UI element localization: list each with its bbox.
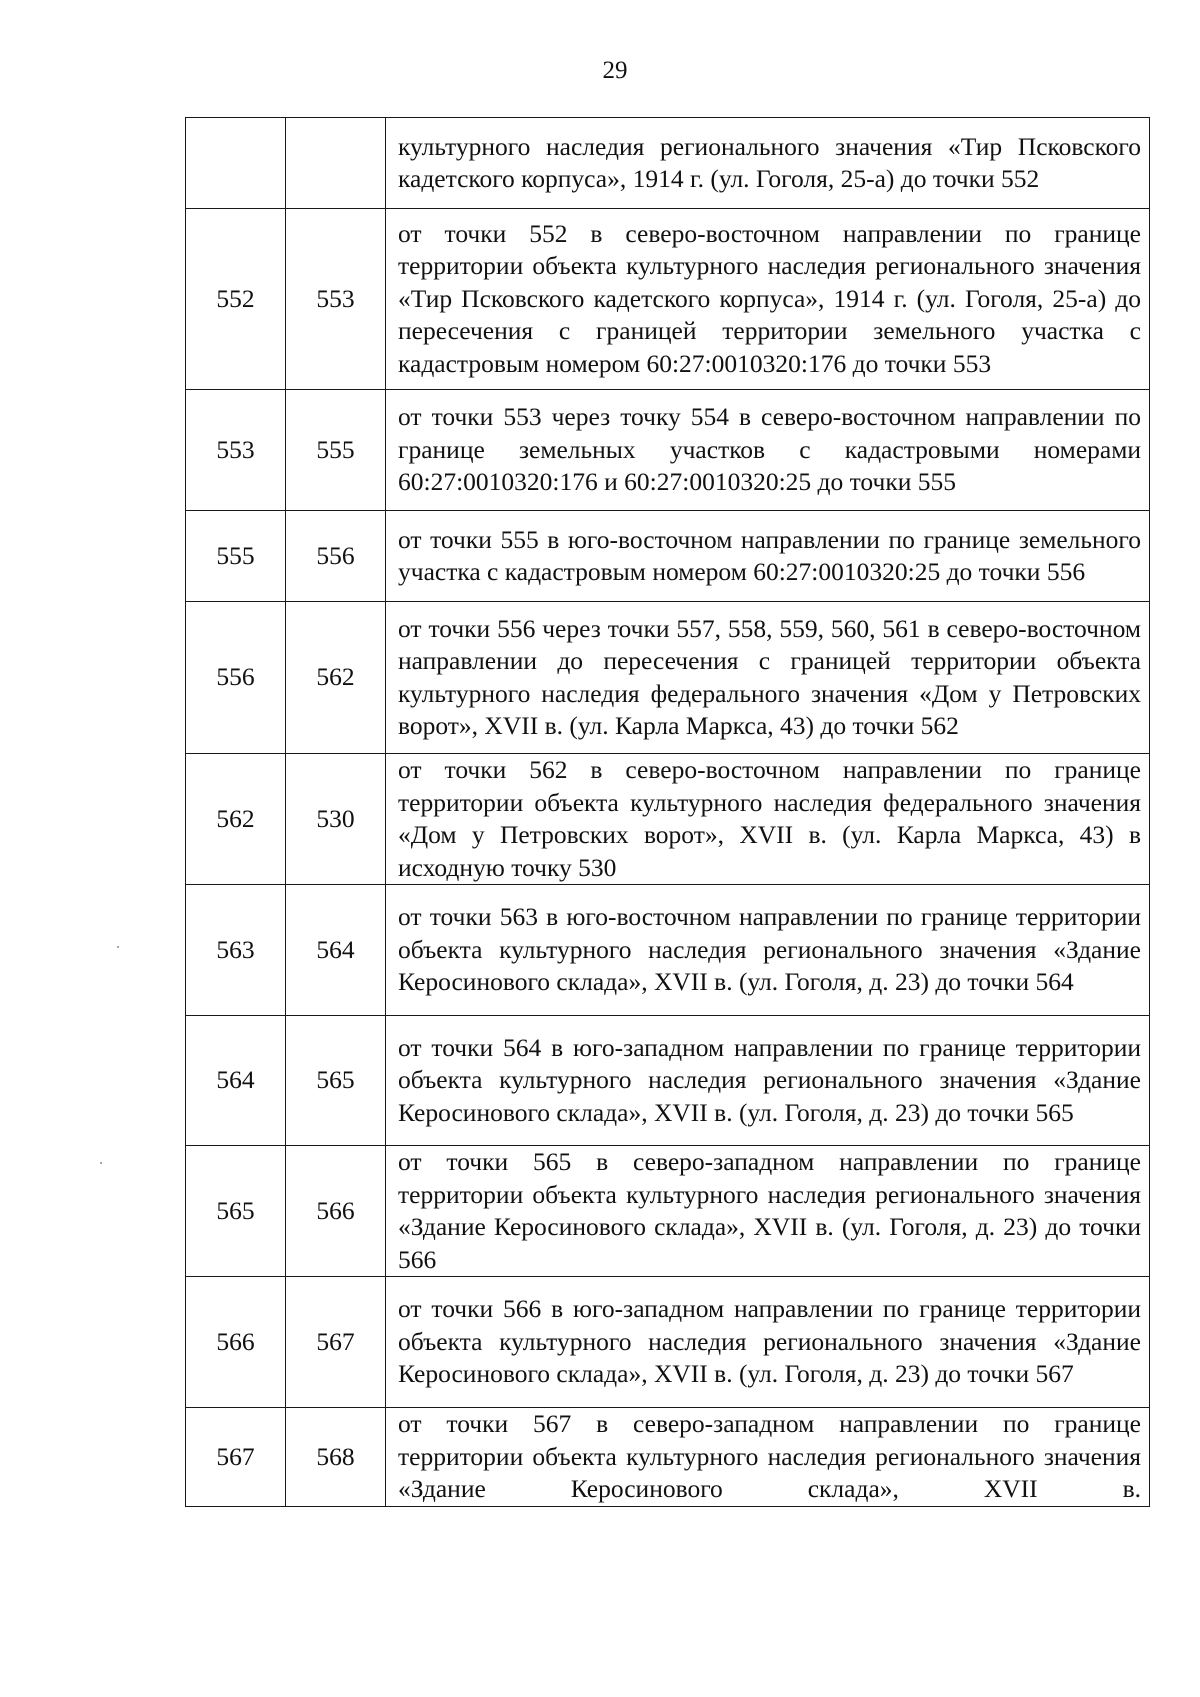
point-to-cell [286,118,386,209]
table-row [186,602,1150,754]
point-to-cell: 564 [286,885,386,1016]
point-from-cell: 553 [186,390,286,511]
route-description-text: от точки 555 в юго-восточном направлении по границе земельного участка с кадастровым номером 60:27:0010320:25 до точки 556 [398,524,1141,586]
point-from-cell: 565 [186,1146,286,1277]
point-to-cell: 567 [286,1277,386,1408]
point-from-cell: 562 [186,754,286,885]
point-to-cell: 568 [286,1408,386,1507]
table-row [186,754,1150,885]
scan-speck [117,946,119,948]
scan-speck [100,1162,102,1164]
route-description-text: от точки 556 через точки 557, 558, 559, 560, 561 в северо-восточном направлении до пересечения с границей территории объекта культурного наследия федерального значения «Дом у Петровских ворот», XVII в. (ул. Карла Маркса, 43) до точки 562 [398,613,1141,740]
point-from-cell: 563 [186,885,286,1016]
route-description-cell [386,118,1150,209]
route-description-cell [386,1408,1150,1507]
route-description-text: культурного наследия регионального значения «Тир Псковского кадетского корпуса», 1914 г. (ул. Гоголя, 25-а) до точки 552 [398,131,1141,193]
point-from-cell: 567 [186,1408,286,1507]
table-row [186,511,1150,602]
point-from-cell: 556 [186,602,286,754]
route-description-text: от точки 563 в юго-восточном направлении по границе территории объекта культурного наследия регионального значения «Здание Керосинового склада», XVII в. (ул. Гоголя, д. 23) до точки 564 [398,902,1141,997]
table-row [186,1146,1150,1277]
point-to-cell: 556 [286,511,386,602]
point-to-cell: 566 [286,1146,386,1277]
table-row [186,885,1150,1016]
point-to-cell: 565 [286,1016,386,1146]
route-description-cell [386,1146,1150,1277]
point-to-cell: 555 [286,390,386,511]
table-row [186,209,1150,390]
route-description-text: от точки 566 в юго-западном направлении по границе территории объекта культурного наследия регионального значения «Здание Керосинового склада», XVII в. (ул. Гоголя, д. 23) до точки 567 [398,1294,1141,1389]
route-description-text: от точки 567 в северо-западном направлении по границе территории объекта культурного наследия регионального значения «Здание Керосинового склада», XVII в. [398,1409,1141,1503]
table-row [186,390,1150,511]
route-description-text: от точки 562 в северо-восточном направлении по границе территории объекта культурного наследия федерального значения «Дом у Петровских ворот», XVII в. (ул. Карла Маркса, 43) в исходную точку 530 [398,755,1141,882]
point-from-cell: 566 [186,1277,286,1408]
route-description-cell [386,1016,1150,1146]
route-description-cell [386,885,1150,1016]
page-number: 29 [602,57,628,84]
point-to-cell: 553 [286,209,386,390]
route-description-cell [386,511,1150,602]
point-from-cell: 555 [186,511,286,602]
route-description-text: от точки 565 в северо-западном направлении по границе территории объекта культурного наследия регионального значения «Здание Керосинового склада», XVII в. (ул. Гоголя, д. 23) до точки 566 [398,1147,1141,1274]
route-description-cell [386,754,1150,885]
route-description-text: от точки 553 через точку 554 в северо-восточном направлении по границе земельных участков с кадастровыми номерами 60:27:0010320:176 и 60:27:0010320:25 до точки 555 [398,402,1141,497]
route-description-cell [386,390,1150,511]
route-description-cell [386,602,1150,754]
point-from-cell: 564 [186,1016,286,1146]
table-row [186,1408,1150,1507]
point-from-cell: 552 [186,209,286,390]
route-description-cell [386,1277,1150,1408]
point-from-cell [186,118,286,209]
route-description-text: от точки 552 в северо-восточном направлении по границе территории объекта культурного наследия регионального значения «Тир Псковского кадетского корпуса», 1914 г. (ул. Гоголя, 25-а) до пересечения с границей территории земельного участка с кадастровым номером 60:27:0010320:176 до точки 553 [398,218,1141,378]
route-description-cell [386,209,1150,390]
route-description-text: от точки 564 в юго-западном направлении по границе территории объекта культурного наследия регионального значения «Здание Керосинового склада», XVII в. (ул. Гоголя, д. 23) до точки 565 [398,1032,1141,1127]
point-to-cell: 562 [286,602,386,754]
table-row [186,1016,1150,1146]
table-row [186,1277,1150,1408]
point-to-cell: 530 [286,754,386,885]
boundary-points-table [185,117,1150,1507]
table-row [186,118,1150,209]
